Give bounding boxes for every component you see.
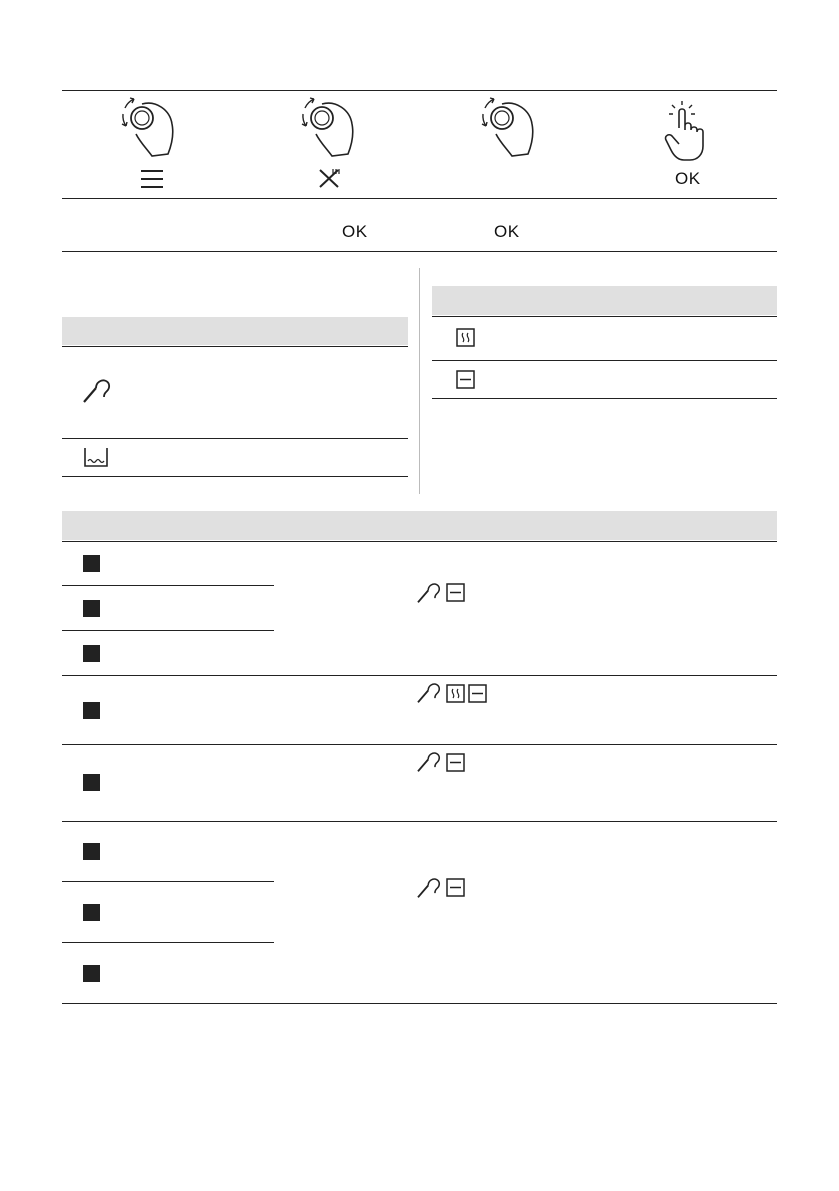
column-divider [419, 268, 420, 494]
group-2-bottom-heat-icon [468, 684, 487, 703]
step-2-turn-knob-icon [292, 96, 362, 162]
group-3-food-probe-icon [414, 751, 444, 773]
group-1-bottom-heat-icon [446, 583, 465, 602]
main-group-rule [62, 744, 777, 745]
left-table-header-rule [62, 346, 408, 347]
step-3-turn-knob-icon [472, 96, 542, 162]
row-4-square-marker [83, 702, 100, 719]
main-row-rule [62, 585, 274, 586]
top-rule [62, 90, 777, 91]
group-1-food-probe-icon [414, 582, 444, 604]
main-row-rule [62, 630, 274, 631]
group-4-bottom-heat-icon [446, 878, 465, 897]
step-4-press-knob-icon [660, 100, 710, 162]
group-4-food-probe-icon [414, 877, 444, 899]
right-table-header [432, 286, 777, 315]
left-table-bottom-rule [62, 476, 408, 477]
right-table-header-rule [432, 316, 777, 317]
row-5-square-marker [83, 774, 100, 791]
instruction-divider [62, 251, 777, 252]
group-2-steam-heating-icon [446, 684, 465, 703]
instruction-ok-2: OK [494, 222, 520, 241]
bottom-heat-icon [456, 370, 475, 389]
row-2-square-marker [83, 600, 100, 617]
group-2-food-probe-icon [414, 682, 444, 704]
main-row-rule [62, 881, 274, 882]
main-group-rule [62, 821, 777, 822]
main-table-header-rule [62, 541, 777, 542]
steam-heating-icon [456, 328, 475, 347]
main-table-bottom-rule [62, 1003, 777, 1004]
food-probe-icon [82, 378, 112, 404]
steps-divider [62, 198, 777, 199]
row-6-square-marker [83, 843, 100, 860]
row-1-square-marker [83, 555, 100, 572]
left-table-header [62, 317, 408, 345]
right-table-bottom-rule [432, 398, 777, 399]
left-table-row-rule [62, 438, 408, 439]
group-3-bottom-heat-icon [446, 753, 465, 772]
main-row-rule [62, 942, 274, 943]
right-table-row-rule [432, 360, 777, 361]
step-4-ok-label: OK [675, 169, 701, 188]
row-7-square-marker [83, 904, 100, 921]
step-1-turn-knob-icon [112, 96, 182, 162]
row-3-square-marker [83, 645, 100, 662]
main-group-rule [62, 675, 777, 676]
main-table-header [62, 511, 777, 540]
row-8-square-marker [83, 965, 100, 982]
menu-icon [141, 169, 163, 189]
instruction-ok-1: OK [342, 222, 368, 241]
cutlery-icon [318, 168, 340, 188]
water-tray-icon [84, 447, 108, 467]
